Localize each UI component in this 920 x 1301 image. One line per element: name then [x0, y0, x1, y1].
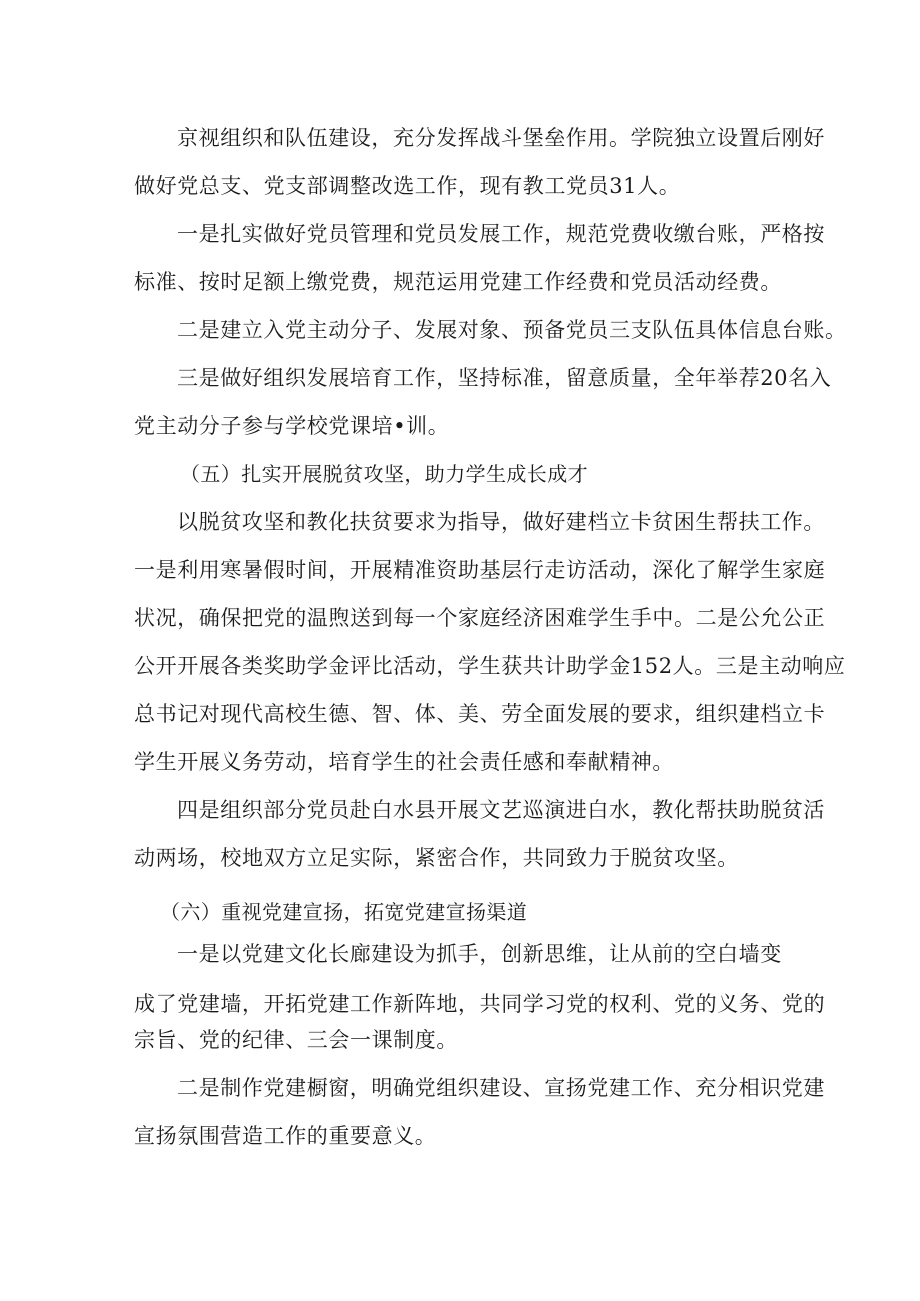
section-heading: （六）重视党建宣扬，拓宽党建宣扬渠道	[160, 900, 528, 924]
paragraph-line: 宣扬氛围营造工作的重要意义。	[134, 1124, 437, 1148]
section-heading: （五）扎实开展脱贫攻坚，助力学生成长成才	[180, 462, 588, 486]
paragraph-line: 以脱贫攻坚和教化扶贫要求为指导，做好建档立卡贫困生帮扶工作。	[177, 510, 825, 534]
paragraph-line: 一是利用寒暑假时间，开展精准资助基层行走访活动，深化了解学生家庭	[134, 558, 826, 582]
paragraph-line: 宗旨、党的纪律、三会一课制度。	[134, 1028, 458, 1052]
paragraph-line: 状况，确保把党的温煦送到每一个家庭经济困难学生手中。二是公允公正	[134, 606, 826, 630]
paragraph-line: 二是制作党建橱窗，明确党组织建设、宣扬党建工作、充分相识党建	[177, 1076, 825, 1100]
paragraph-line: 京视组织和队伍建设，充分发挥战斗堡垒作用。学院独立设置后刚好	[177, 126, 825, 150]
paragraph-line: 动两场，校地双方立足实际，紧密合作，共同致力于脱贫攻坚。	[134, 846, 739, 870]
paragraph-line: 做好党总支、党支部调整改选工作，现有教工党员31人。	[134, 174, 681, 198]
paragraph-line: 一是扎实做好党员管理和党员发展工作，规范党费收缴台账，严格按	[177, 222, 825, 246]
paragraph-line: 总书记对现代高校生德、智、体、美、劳全面发展的要求，组织建档立卡	[134, 702, 826, 726]
paragraph-line: 四是组织部分党员赴白水县开展文艺巡演进白水，教化帮扶助脱贫活	[177, 798, 825, 822]
paragraph-line: 三是做好组织发展培育工作，坚持标准，留意质量，全年举荐20名入	[177, 366, 832, 390]
paragraph-line: 学生开展义务劳动，培育学生的社会责任感和奉献精神。	[134, 750, 674, 774]
paragraph-line: 党主动分子参与学校党课培•训。	[134, 414, 450, 438]
paragraph-line: 成了党建墙，开拓党建工作新阵地，共同学习党的权利、党的义务、党的	[134, 992, 826, 1016]
paragraph-line: 标准、按时足额上缴党费，规范运用党建工作经费和党员活动经费。	[134, 270, 782, 294]
paragraph-line: 一是以党建文化长廊建设为抓手，创新思维，让从前的空白墙变	[177, 942, 782, 966]
paragraph-line: 公开开展各类奖助学金评比活动，学生获共计助学金152人。三是主动响应	[134, 654, 846, 678]
paragraph-line: 二是建立入党主动分子、发展对象、预备党员三支队伍具体信息台账。	[177, 318, 847, 342]
